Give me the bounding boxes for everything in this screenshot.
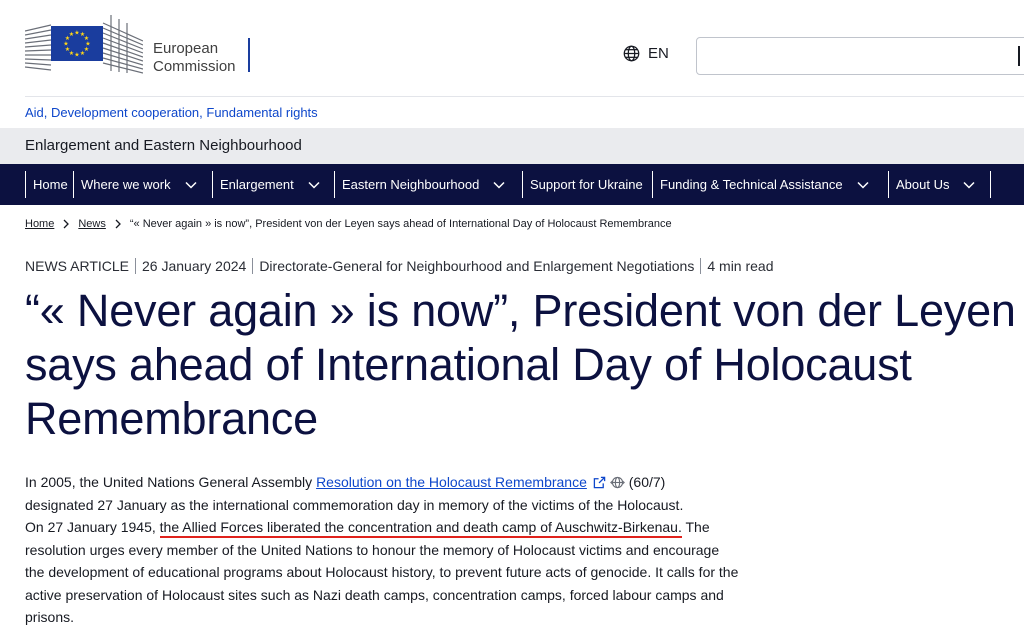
article-type: NEWS ARTICLE: [25, 258, 129, 274]
nav-item-funding[interactable]: [652, 171, 869, 198]
external-link-icon[interactable]: [593, 476, 606, 489]
nav-item-label: Funding & Technical Assistance: [660, 177, 843, 192]
article-read-time: 4 min read: [707, 258, 774, 274]
nav-item-eastern-neighbourhood[interactable]: [334, 171, 505, 198]
meta-divider: [700, 258, 701, 274]
logo-graphic: [25, 13, 143, 75]
paragraph-rest: The resolution urges every member of the United Nations to honour the memory of Holocaust victims and encourage the development of educational programs about Holocaust history, to prevent future acts of genocide. It calls for the active preservation of Holocaust sites such as Nazi death camps, concentration camps, forced labour camps and prisons.: [25, 519, 739, 625]
european-commission-logo[interactable]: [25, 12, 255, 76]
site-header: [0, 0, 1024, 96]
eu-flag-icon: [51, 26, 103, 61]
svg-text:★: ★: [83, 46, 90, 53]
main-navigation: [0, 164, 1024, 205]
nav-item-label: Home: [33, 177, 68, 192]
svg-text:★: ★: [64, 35, 71, 42]
meta-divider: [252, 258, 253, 274]
paragraph-intro: In 2005, the United Nations General Assembly: [25, 474, 317, 490]
breadcrumb-news-link[interactable]: News: [78, 218, 106, 230]
nav-item-about-us[interactable]: [888, 171, 975, 198]
paragraph-line-3: On 27 January 1945,: [25, 519, 160, 535]
chevron-down-icon: [185, 181, 197, 189]
brand-line-1: European: [153, 40, 219, 57]
nav-item-label: Enlargement: [220, 177, 294, 192]
article-department: Directorate-General for Neighbourhood and Enlargement Negotiations: [259, 258, 695, 274]
chevron-down-icon: [963, 181, 975, 189]
chevron-right-icon: [62, 219, 70, 229]
svg-text:★: ★: [79, 50, 86, 57]
chevron-down-icon: [308, 181, 320, 189]
nav-item-home[interactable]: [25, 171, 68, 198]
site-name[interactable]: Enlargement and Eastern Neighbourhood: [25, 137, 302, 154]
page-title: “« Never again » is now”, President von der Leyen says ahead of International Day of Holocaust Remembrance: [25, 285, 1016, 444]
chevron-right-icon: [114, 219, 122, 229]
search-cursor: [1018, 46, 1020, 66]
nav-item-support-for-ukraine[interactable]: [522, 171, 643, 198]
article-meta: [25, 258, 774, 274]
site-topic-links[interactable]: Aid, Development cooperation, Fundamental rights: [25, 105, 318, 120]
resolution-link[interactable]: Resolution on the Holocaust Remembrance: [316, 474, 587, 490]
svg-text:★: ★: [63, 40, 69, 48]
globe-icon: [623, 45, 640, 62]
header-divider: [25, 96, 1024, 97]
language-code: EN: [648, 45, 669, 62]
nav-item-label: Support for Ukraine: [530, 177, 643, 192]
nav-divider: [990, 171, 991, 198]
breadcrumb-home-link[interactable]: Home: [25, 218, 55, 230]
chevron-down-icon: [493, 181, 505, 189]
chevron-down-icon: [857, 181, 869, 189]
svg-text:★: ★: [68, 50, 75, 57]
svg-text:★: ★: [79, 31, 86, 38]
language-globe-icon[interactable]: [610, 476, 625, 489]
highlighted-sentence: the Allied Forces liberated the concentration and death camp of Auschwitz-Birkenau.: [160, 519, 682, 538]
article-date: 26 January 2024: [142, 258, 247, 274]
article-body: [25, 471, 740, 629]
paragraph-line-2: designated 27 January as the international commemoration day in memory of the victims of the Holocaust.: [25, 496, 684, 513]
svg-text:★: ★: [85, 40, 91, 48]
nav-item-enlargement[interactable]: [212, 171, 320, 198]
article-paragraph: [25, 471, 740, 629]
search-input[interactable]: [696, 37, 1024, 75]
brand-divider: [248, 38, 250, 72]
svg-text:★: ★: [68, 31, 75, 38]
nav-item-label: Where we work: [81, 177, 171, 192]
svg-text:★: ★: [74, 29, 80, 37]
breadcrumb-current: “« Never again » is now”, President von der Leyen says ahead of International Day of Holocaust Remembrance: [129, 218, 672, 230]
brand-line-2: Commission: [153, 58, 236, 75]
breadcrumb: [25, 218, 672, 230]
nav-item-label: Eastern Neighbourhood: [342, 177, 480, 192]
nav-item-label: About Us: [896, 177, 950, 192]
svg-text:★: ★: [74, 51, 80, 59]
meta-divider: [135, 258, 136, 274]
language-selector[interactable]: [623, 45, 669, 62]
svg-text:★: ★: [83, 35, 90, 42]
nav-item-where-we-work[interactable]: [73, 171, 197, 198]
brand-name: [153, 40, 236, 76]
svg-text:★: ★: [64, 46, 71, 53]
resolution-reference: (60/7): [624, 474, 666, 490]
